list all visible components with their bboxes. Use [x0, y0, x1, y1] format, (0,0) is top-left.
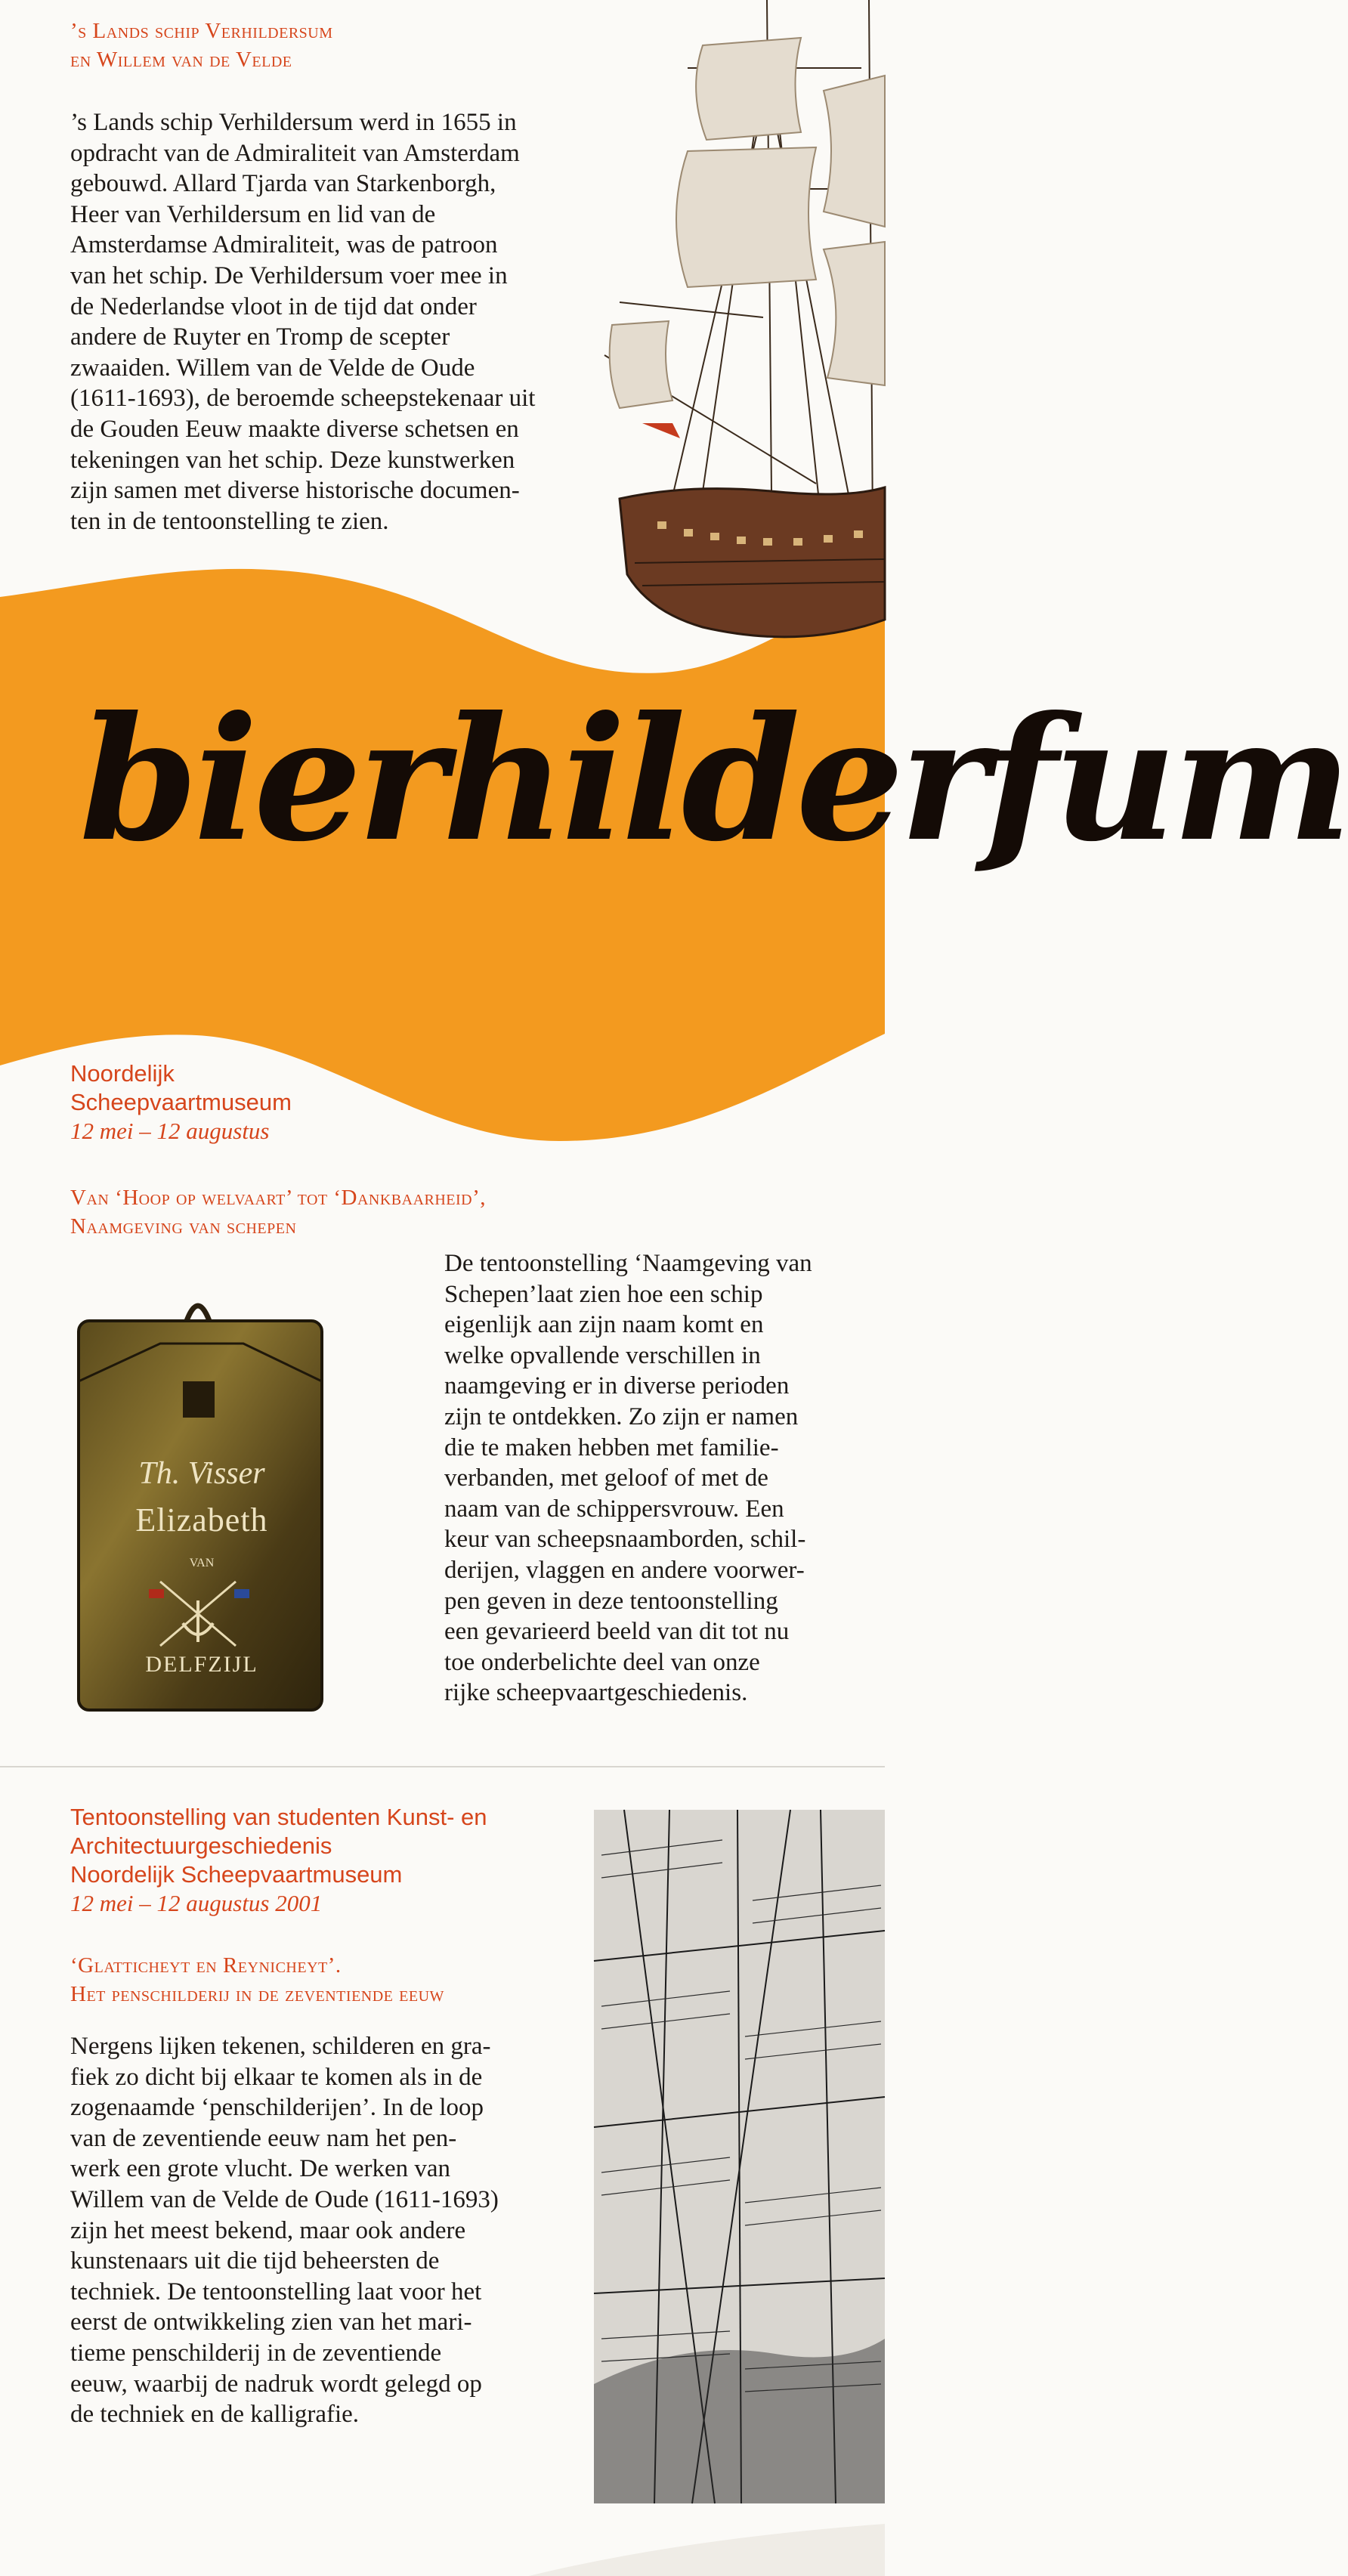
text-line: ten in de tentoonstelling te zien. [70, 507, 389, 535]
section-paragraph [70, 107, 592, 537]
text-line: Willem van de Velde de Oude (1611-1693) [70, 2185, 499, 2213]
museum-name-line: Noordelijk [70, 1060, 175, 1087]
text-line: De tentoonstelling ‘Naamgeving van [444, 1250, 812, 1277]
text-line: pen geven in deze tentoonstelling [444, 1587, 778, 1615]
heading-line: ‘Glatticheyt en Reynicheyt’. [70, 1953, 342, 1978]
tin-owner-text: Th. Visser [138, 1456, 265, 1491]
name-tin-image [70, 1291, 334, 1715]
text-line: welke opvallende verschillen in [444, 1341, 761, 1369]
text-line: werk een grote vlucht. De werken van [70, 2155, 451, 2183]
text-line: die te maken hebben met familie- [444, 1433, 779, 1461]
info-line: Architectuurgeschiedenis [70, 1832, 332, 1859]
heading-line: ’s Lands schip Verhildersum [70, 19, 333, 43]
text-line: kunstenaars uit die tijd beheersten de [70, 2247, 440, 2275]
heading-line: Naamgeving van schepen [70, 1214, 297, 1239]
exhibition-info [70, 1803, 599, 1918]
section-penschilderij [70, 1951, 599, 2430]
text-line: eigenlijk aan zijn naam komt en [444, 1311, 764, 1339]
section-naamgeving [70, 1183, 826, 1241]
text-line: opdracht van de Admiraliteit van Amsterdam [70, 139, 520, 167]
tin-ship-name: Elizabeth [135, 1501, 268, 1538]
text-line: eeuw, waarbij de nadruk wordt gelegd op [70, 2370, 482, 2398]
section-heading [70, 17, 592, 74]
text-line: zijn samen met diverse historische documen- [70, 477, 520, 505]
text-line: gebouwd. Allard Tjarda van Starkenborgh, [70, 170, 496, 198]
section-naamgeving-text [444, 1248, 867, 1709]
text-line: een gevarieerd beeld van dit tot nu [444, 1618, 790, 1646]
text-line: naam van de schippersvrouw. Een [444, 1495, 784, 1523]
text-line: van de zeventiende eeuw nam het pen- [70, 2124, 457, 2152]
tin-van-text: VAN [189, 1557, 215, 1569]
section-paragraph [70, 2031, 599, 2430]
text-line: eerst de ontwikkeling zien van het mari- [70, 2309, 472, 2336]
text-line: Amsterdamse Admiraliteit, was de patroon [70, 231, 498, 259]
text-line: Nergens lijken tekenen, schilderen en gra- [70, 2033, 491, 2060]
pen-painting-image [594, 1810, 885, 2503]
text-line: van het schip. De Verhildersum voer mee in [70, 261, 508, 289]
section-heading [70, 1951, 599, 2009]
info-line: Noordelijk Scheepvaartmuseum [70, 1861, 403, 1888]
text-line: verbanden, met geloof of met de [444, 1464, 768, 1492]
heading-line: Het penschilderij in de zeventiende eeuw [70, 1982, 444, 2006]
museum-name-line: Scheepvaartmuseum [70, 1089, 292, 1115]
text-line: Schepen’laat zien hoe een schip [444, 1280, 763, 1308]
text-line: rijke scheepvaartgeschiedenis. [444, 1679, 748, 1707]
text-line: andere de Ruyter en Tromp de scepter [70, 323, 450, 351]
heading-line: en Willem van de Velde [70, 48, 292, 72]
text-line: zijn het meest bekend, maar ook andere [70, 2216, 466, 2244]
text-line: fiek zo dicht bij elkaar te komen als in de [70, 2063, 483, 2091]
ship-model-image [574, 0, 885, 680]
text-line: (1611-1693), de beroemde scheepstekenaar uit [70, 385, 536, 413]
text-line: keur van scheepsnaamborden, schil- [444, 1526, 806, 1554]
text-line: zogenaamde ‘penschilderijen’. In de loop [70, 2094, 484, 2122]
text-line: de Gouden Eeuw maakte diverse schetsen en [70, 415, 519, 443]
text-line: zwaaiden. Willem van de Velde de Oude [70, 354, 475, 382]
text-line: derijen, vlaggen en andere voorwer- [444, 1556, 805, 1584]
text-line: de Nederlandse vloot in de tijd dat onder [70, 292, 477, 320]
section-paragraph [444, 1248, 867, 1709]
tin-place-name: DELFZIJL [145, 1652, 258, 1677]
text-line: tieme penschilderij in de zeventiende [70, 2339, 442, 2367]
museum-info [70, 1059, 448, 1146]
section-heading [70, 1183, 826, 1241]
heading-line: Van ‘Hoop op welvaart’ tot ‘Dankbaarheid’, [70, 1186, 487, 1210]
text-line: tekeningen van het schip. Deze kunstwerken [70, 446, 515, 474]
text-line: ’s Lands schip Verhildersum werd in 1655 in [70, 109, 517, 136]
text-line: techniek. De tentoonstelling laat voor het [70, 2278, 482, 2305]
text-line: zijn te ontdekken. Zo zijn er namen [444, 1402, 799, 1430]
script-title: bierhilderfum [79, 680, 1348, 880]
text-line: Heer van Verhildersum en lid van de [70, 200, 436, 228]
section-verhildersum [70, 17, 592, 537]
bottom-curve [0, 2494, 885, 2576]
text-line: toe onderbelichte deel van onze [444, 1648, 760, 1676]
exhibition-dates: 12 mei – 12 augustus [70, 1118, 270, 1144]
exhibition-dates: 12 mei – 12 augustus 2001 [70, 1890, 323, 1916]
text-line: de techniek en de kalligrafie. [70, 2401, 360, 2429]
text-line: naamgeving er in diverse perioden [444, 1372, 790, 1400]
info-line: Tentoonstelling van studenten Kunst- en [70, 1804, 487, 1830]
